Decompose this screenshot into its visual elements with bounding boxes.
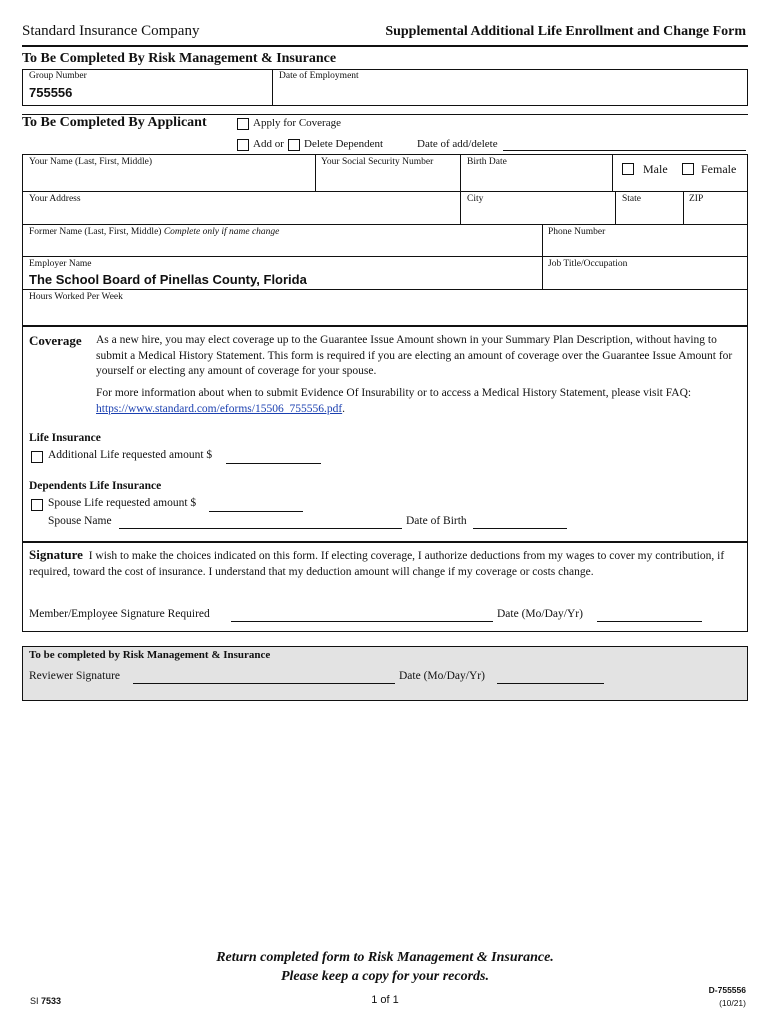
male-label: Male xyxy=(643,162,668,176)
return-instructions-line1: Return completed form to Risk Management & Insurance. xyxy=(216,950,554,965)
si-label: SI xyxy=(30,996,39,1006)
date-of-employment-field[interactable] xyxy=(279,84,741,102)
address-label: Your Address xyxy=(29,194,81,204)
reviewer-date-label: Date (Mo/Day/Yr) xyxy=(399,670,485,682)
former-name-label xyxy=(29,227,279,237)
member-signature-label: Member/Employee Signature Required xyxy=(29,608,210,620)
additional-life-checkbox[interactable] xyxy=(31,451,43,463)
coverage-faq-paragraph xyxy=(96,386,738,417)
former-name-label-text: Former Name (Last, First, Middle) xyxy=(29,227,162,237)
apply-coverage-label: Apply for Coverage xyxy=(253,117,341,129)
life-insurance-heading: Life Insurance xyxy=(29,432,101,444)
faq-suffix: . xyxy=(342,402,346,415)
group-number-label: Group Number xyxy=(29,71,87,81)
group-number-field[interactable]: 755556 xyxy=(29,85,73,100)
reviewer-heading: To be completed by Risk Management & Insurance xyxy=(29,649,271,661)
male-checkbox[interactable] xyxy=(622,163,634,175)
faq-text: For more information about when to submit Evidence Of Insurability or to access a Medical History Statement, please visit FAQ: xyxy=(96,387,692,399)
date-of-employment-label: Date of Employment xyxy=(279,71,359,81)
additional-life-amount-field[interactable] xyxy=(226,463,321,464)
signature-authorization: I wish to make the choices indicated on this form. If electing coverage, I authorize deductions from my wages to cover my contribution, if required, toward the cost of insurance. I understand that my deduction amount will change if my coverage or costs change. xyxy=(29,550,725,578)
coverage-heading: Coverage xyxy=(29,333,82,348)
form-title: Supplemental Additional Life Enrollment and Change Form xyxy=(385,24,746,39)
si-number: 7533 xyxy=(41,996,62,1006)
risk-section-heading: To Be Completed By Risk Management & Insurance xyxy=(22,51,337,66)
page-number: 1 of 1 xyxy=(371,994,399,1006)
row-divider xyxy=(22,289,748,290)
former-name-note: Complete only if name change xyxy=(163,227,280,237)
delete-dependent-checkbox[interactable] xyxy=(288,139,300,151)
header-rule xyxy=(22,45,748,47)
spouse-life-amount-field[interactable] xyxy=(209,511,303,512)
form-code: D-755556 xyxy=(708,985,746,995)
dependents-life-heading: Dependents Life Insurance xyxy=(29,480,162,492)
ssn-label: Your Social Security Number xyxy=(321,157,434,167)
female-label: Female xyxy=(701,162,737,176)
apply-coverage-checkbox[interactable] xyxy=(237,118,249,130)
spouse-life-checkbox[interactable] xyxy=(31,499,43,511)
coverage-paragraph: As a new hire, you may elect coverage up to the Guarantee Issue Amount shown in your Summary Plan Description, without having to submit a Medical History Statement. This form is required if you are electing an amount of coverage over the Guarantee Issue Amount for yourself or electing any amount of coverage for your spouse. xyxy=(96,334,733,377)
additional-life-label: Additional Life requested amount $ xyxy=(48,449,213,461)
state-label: State xyxy=(622,194,641,204)
divider xyxy=(683,191,684,224)
reviewer-signature-field[interactable] xyxy=(133,683,395,684)
reviewer-date-field[interactable] xyxy=(497,683,604,684)
spouse-name-field[interactable] xyxy=(119,528,402,529)
date-add-delete-label: Date of add/delete xyxy=(417,138,498,150)
form-revision: (10/21) xyxy=(719,998,746,1008)
divider xyxy=(542,224,543,289)
divider xyxy=(272,69,273,106)
job-title-label: Job Title/Occupation xyxy=(548,259,628,269)
signature-text xyxy=(29,547,741,580)
female-checkbox[interactable] xyxy=(682,163,694,175)
faq-link[interactable]: https://www.standard.com/eforms/15506_755556.pdf xyxy=(96,402,343,415)
divider xyxy=(615,191,616,224)
row-divider xyxy=(22,256,748,257)
member-date-label: Date (Mo/Day/Yr) xyxy=(497,608,583,620)
divider xyxy=(460,154,461,191)
member-signature-field[interactable] xyxy=(231,621,493,622)
spouse-dob-label: Date of Birth xyxy=(406,515,467,527)
zip-label: ZIP xyxy=(689,194,704,204)
delete-dependent-label: Delete Dependent xyxy=(304,138,384,150)
applicant-grid xyxy=(22,154,748,326)
hours-label: Hours Worked Per Week xyxy=(29,292,123,302)
divider xyxy=(315,154,316,191)
phone-label: Phone Number xyxy=(548,227,606,237)
row-divider xyxy=(22,224,748,225)
spouse-life-label: Spouse Life requested amount $ xyxy=(48,497,197,509)
company-name: Standard Insurance Company xyxy=(22,23,200,39)
birth-date-label: Birth Date xyxy=(467,157,507,167)
add-or-label: Add or xyxy=(253,138,284,150)
member-date-field[interactable] xyxy=(597,621,702,622)
date-add-delete-field[interactable] xyxy=(503,150,746,151)
reviewer-signature-label: Reviewer Signature xyxy=(29,670,121,682)
employer-label: Employer Name xyxy=(29,259,92,269)
divider xyxy=(460,191,461,224)
name-label: Your Name (Last, First, Middle) xyxy=(29,157,153,167)
employer-name-field[interactable]: The School Board of Pinellas County, Florida xyxy=(29,272,307,287)
signature-heading: Signature xyxy=(29,547,83,562)
add-checkbox[interactable] xyxy=(237,139,249,151)
applicant-heading: To Be Completed By Applicant xyxy=(22,115,207,130)
row-divider xyxy=(22,191,748,192)
spouse-name-label: Spouse Name xyxy=(48,515,112,527)
spouse-dob-field[interactable] xyxy=(473,528,567,529)
return-instructions-line2: Please keep a copy for your records. xyxy=(280,969,489,984)
city-label: City xyxy=(467,194,484,204)
divider xyxy=(612,154,613,191)
